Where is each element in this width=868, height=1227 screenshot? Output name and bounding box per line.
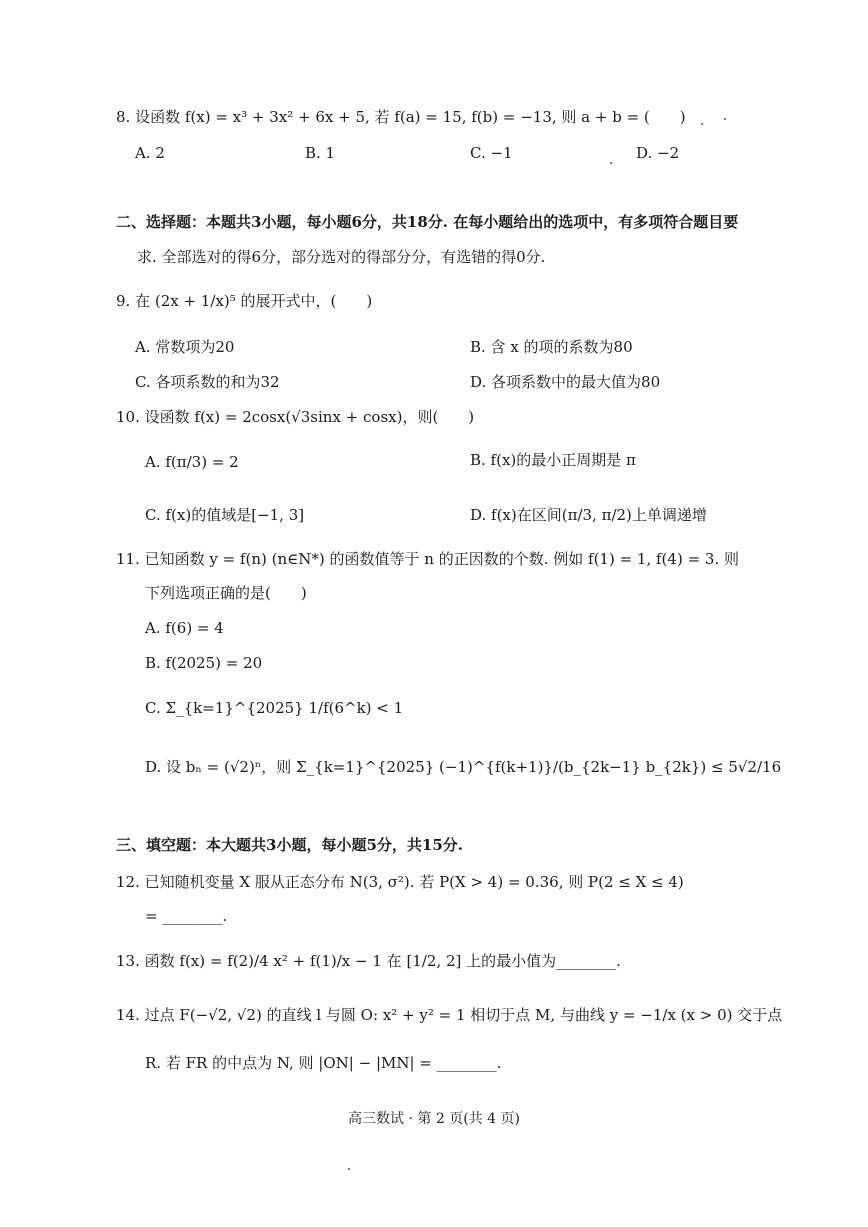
q8-option-c: C. −1	[470, 144, 513, 162]
q9-option-c: C. 各项系数的和为32	[135, 373, 280, 391]
q11-stem-line2: 下列选项正确的是( )	[145, 584, 307, 602]
q11-option-b: B. f(2025) = 20	[145, 654, 263, 672]
q10-option-a: A. f(π/3) = 2	[145, 453, 239, 471]
section2-instructions: 求. 全部选对的得6分，部分选对的得部分分，有选错的得0分.	[137, 248, 546, 266]
q14-stem-line1: 14. 过点 F(−√2, √2) 的直线 l 与圆 O: x² + y² = 1 相切于点 M, 与曲线 y = −1/x (x > 0) 交于点	[116, 1006, 783, 1024]
q8-stem: 8. 设函数 f(x) = x³ + 3x² + 6x + 5, 若 f(a) = 15, f(b) = −13, 则 a + b = ( )	[116, 108, 686, 126]
q10-option-b: B. f(x)的最小正周期是 π	[470, 451, 636, 469]
scan-speck	[724, 118, 726, 120]
q8-option-a: A. 2	[135, 144, 165, 162]
q11-stem-line1: 11. 已知函数 y = f(n) (n∈N*) 的函数值等于 n 的正因数的个数. 例如 f(1) = 1, f(4) = 3. 则	[116, 550, 739, 568]
q9-option-d: D. 各项系数中的最大值为80	[470, 373, 661, 391]
q9-stem: 9. 在 (2x + 1/x)⁵ 的展开式中，( )	[116, 292, 373, 310]
q11-option-c: C. Σ_{k=1}^{2025} 1/f(6^k) < 1	[145, 699, 404, 717]
q9-option-b: B. 含 x 的项的系数为80	[470, 338, 633, 356]
scan-speck	[701, 123, 703, 125]
q14-stem-line2: R. 若 FR 的中点为 N, 则 |ON| − |MN| = ________.	[145, 1054, 502, 1072]
scan-speck	[348, 1168, 350, 1170]
q9-option-a: A. 常数项为20	[135, 338, 235, 356]
q12-stem-line2: = ________.	[145, 907, 228, 925]
section3-heading: 三、填空题：本大题共3小题，每小题5分，共15分.	[116, 836, 463, 854]
page-footer: 高三数试 · 第 2 页(共 4 页)	[348, 1111, 520, 1127]
q10-option-c: C. f(x)的值域是[−1, 3]	[145, 506, 305, 524]
q8-option-b: B. 1	[305, 144, 336, 162]
q11-option-a: A. f(6) = 4	[145, 619, 224, 637]
q12-stem-line1: 12. 已知随机变量 X 服从正态分布 N(3, σ²). 若 P(X > 4) = 0.36, 则 P(2 ≤ X ≤ 4)	[116, 873, 684, 891]
q10-option-d: D. f(x)在区间(π/3, π/2)上单调递增	[470, 506, 707, 524]
q13-stem: 13. 函数 f(x) = f(2)/4 x² + f(1)/x − 1 在 [1/2, 2] 上的最小值为________.	[116, 952, 621, 970]
q11-option-d: D. 设 bₙ = (√2)ⁿ，则 Σ_{k=1}^{2025} (−1)^{f(k+1)}/(b_{2k−1} b_{2k}) ≤ 5√2/16	[145, 758, 782, 776]
q10-stem: 10. 设函数 f(x) = 2cosx(√3sinx + cosx)，则( )	[116, 408, 475, 426]
scan-speck	[610, 162, 612, 164]
section2-heading: 二、选择题：本题共3小题，每小题6分，共18分. 在每小题给出的选项中，有多项符合题目要	[116, 213, 739, 231]
q8-option-d: D. −2	[636, 144, 680, 162]
